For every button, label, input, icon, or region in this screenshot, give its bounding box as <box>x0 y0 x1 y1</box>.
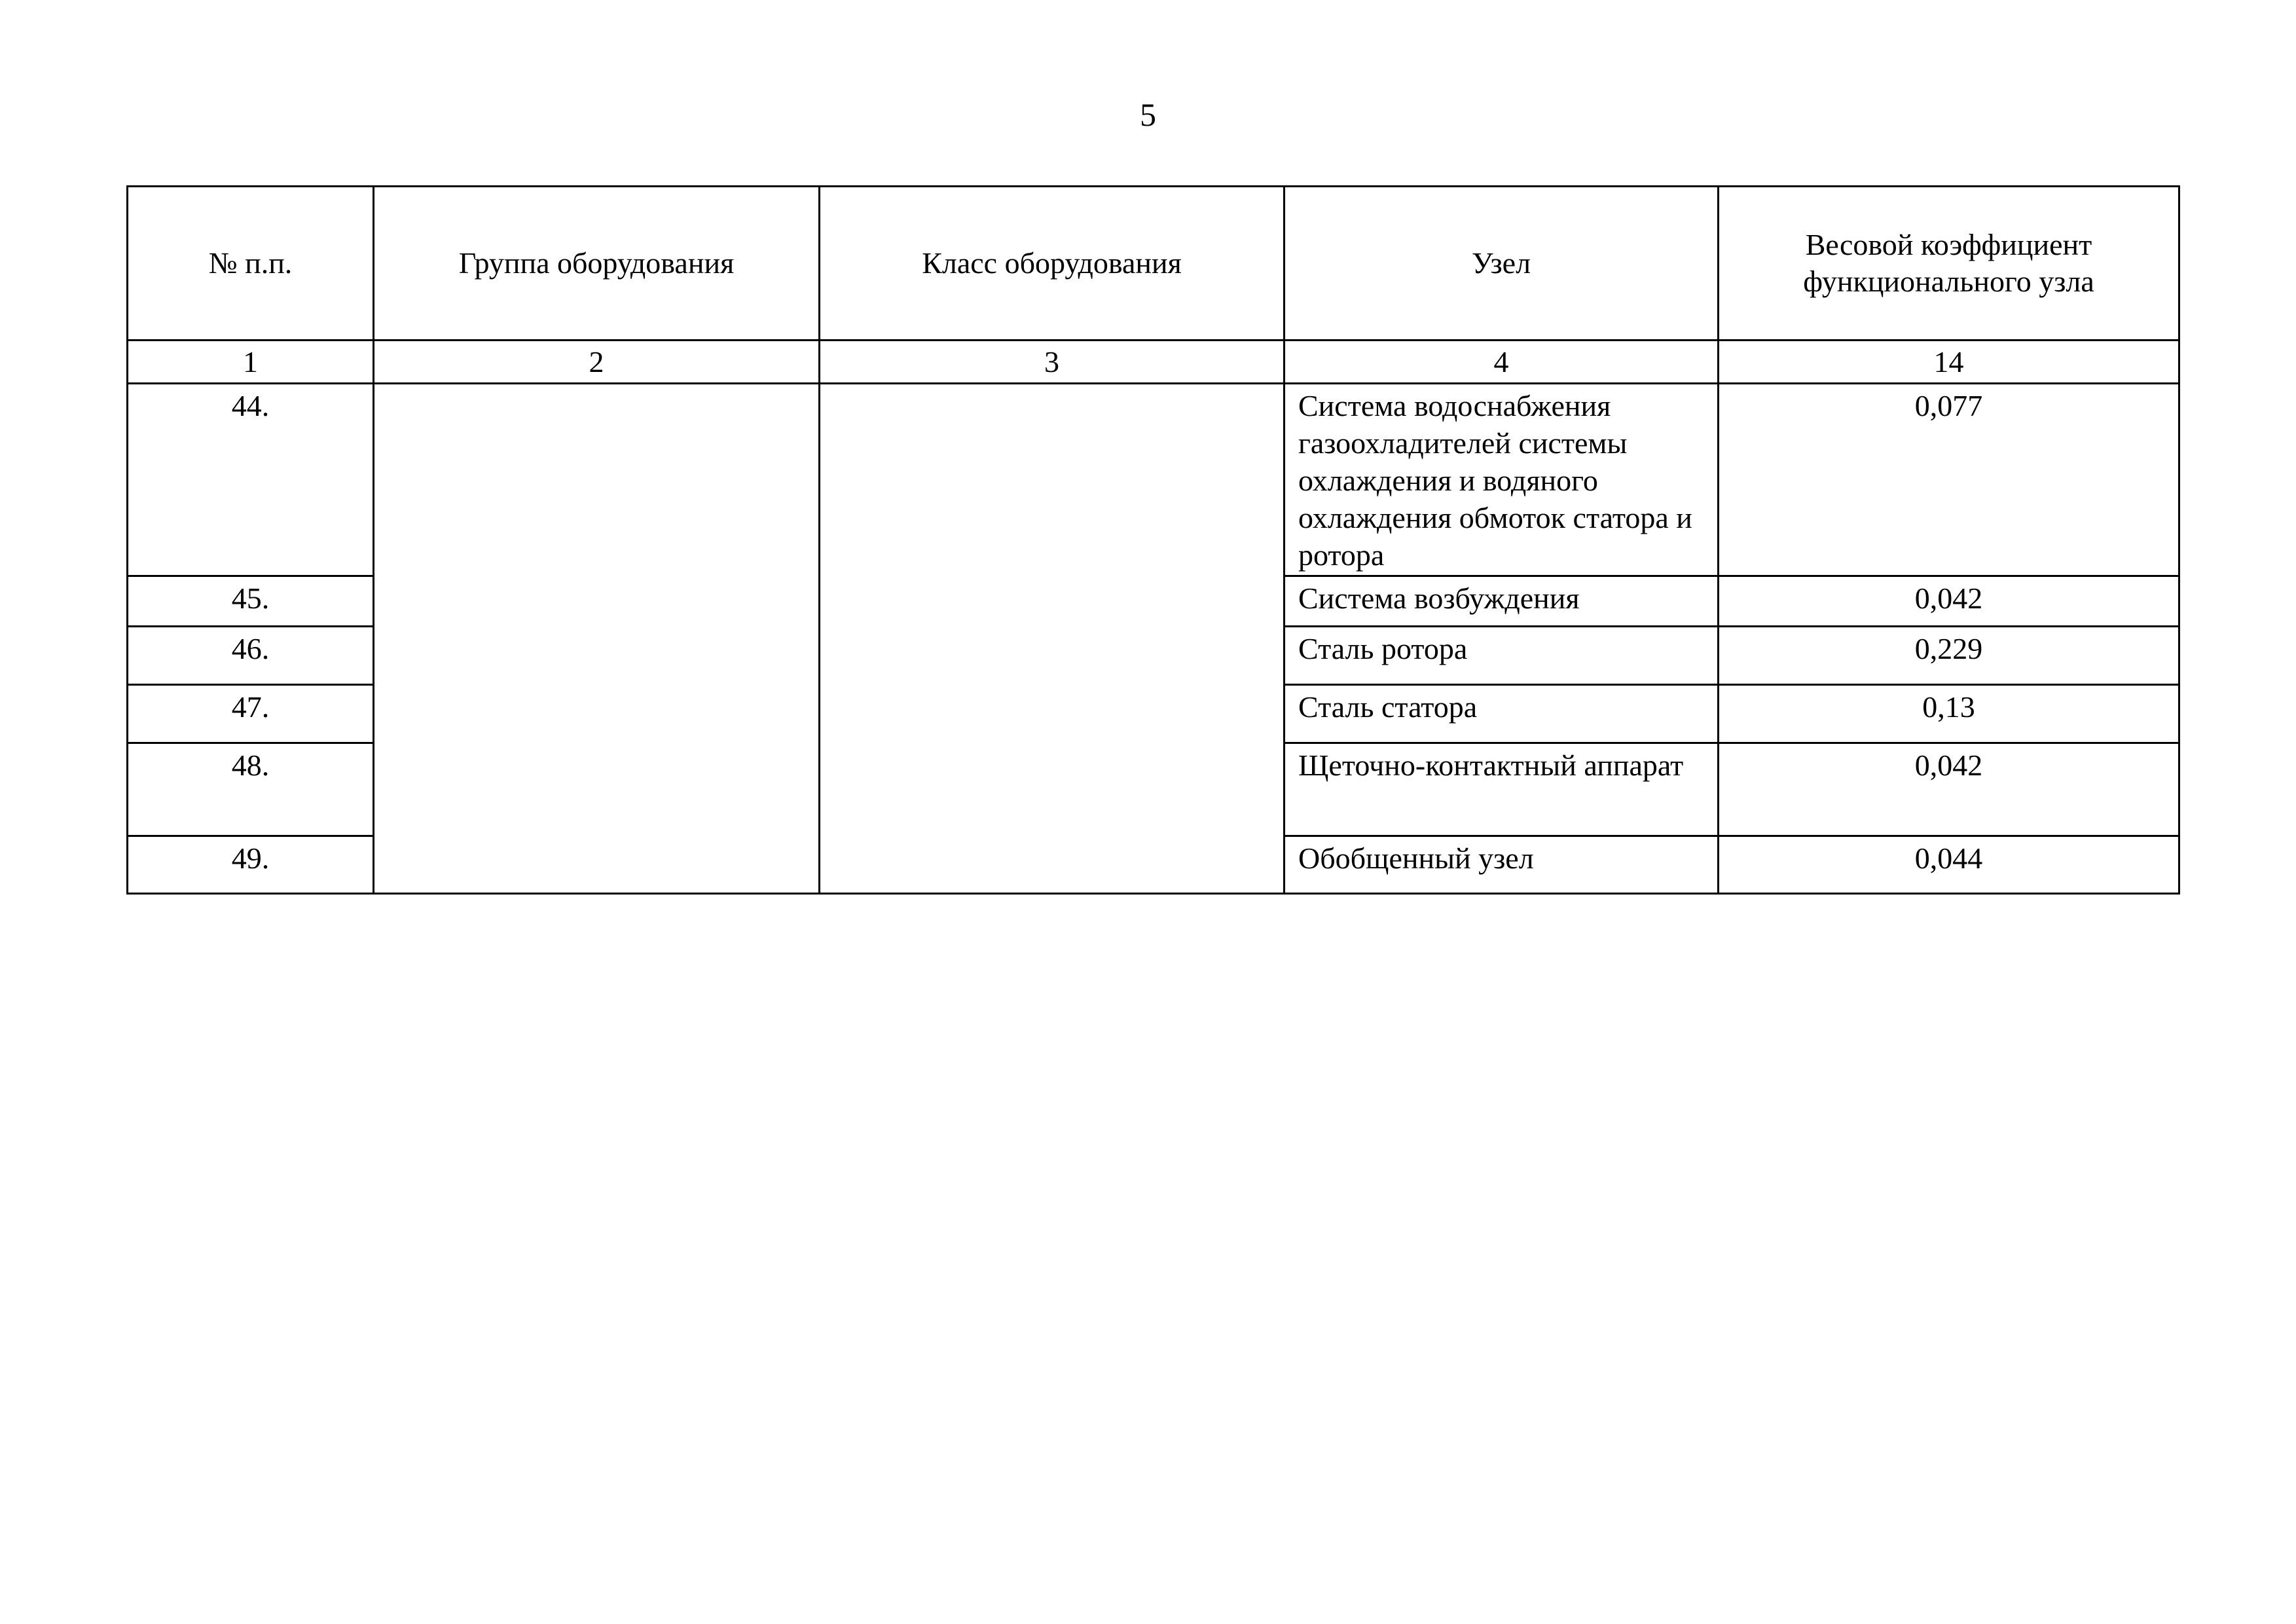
unit-name: Сталь статора <box>1285 685 1719 743</box>
weight-coefficient: 0,229 <box>1719 627 2179 685</box>
row-number: 49. <box>128 836 374 894</box>
weight-coefficient: 0,077 <box>1719 384 2179 576</box>
unit-name: Обобщенный узел <box>1285 836 1719 894</box>
unit-name: Сталь ротора <box>1285 627 1719 685</box>
column-index: 2 <box>374 341 820 384</box>
header-row-number: № п.п. <box>128 187 374 341</box>
unit-name: Щеточно-контактный аппарат <box>1285 743 1719 836</box>
equipment-class-cell <box>820 384 1285 894</box>
unit-name: Система возбуждения <box>1285 576 1719 627</box>
header-equipment-group: Группа оборудования <box>374 187 820 341</box>
weight-coefficient: 0,13 <box>1719 685 2179 743</box>
table-header-row <box>128 187 2179 341</box>
row-number: 47. <box>128 685 374 743</box>
column-index-row <box>128 341 2179 384</box>
equipment-table <box>126 185 2180 895</box>
weight-coefficient: 0,044 <box>1719 836 2179 894</box>
page-number: 5 <box>1140 96 1156 133</box>
header-unit: Узел <box>1285 187 1719 341</box>
column-index: 14 <box>1719 341 2179 384</box>
header-equipment-class: Класс оборудования <box>820 187 1285 341</box>
equipment-group-cell <box>374 384 820 894</box>
row-number: 45. <box>128 576 374 627</box>
column-index: 3 <box>820 341 1285 384</box>
row-number: 44. <box>128 384 374 576</box>
row-number: 46. <box>128 627 374 685</box>
header-weight-coefficient: Весовой коэффициент функционального узла <box>1719 187 2179 341</box>
table-row <box>128 384 2179 576</box>
column-index: 4 <box>1285 341 1719 384</box>
weight-coefficient: 0,042 <box>1719 576 2179 627</box>
unit-name: Система водоснабжения газоохладителей системы охлаждения и водяного охлаждения обмоток статора и ротора <box>1285 384 1719 576</box>
weight-coefficient: 0,042 <box>1719 743 2179 836</box>
column-index: 1 <box>128 341 374 384</box>
row-number: 48. <box>128 743 374 836</box>
